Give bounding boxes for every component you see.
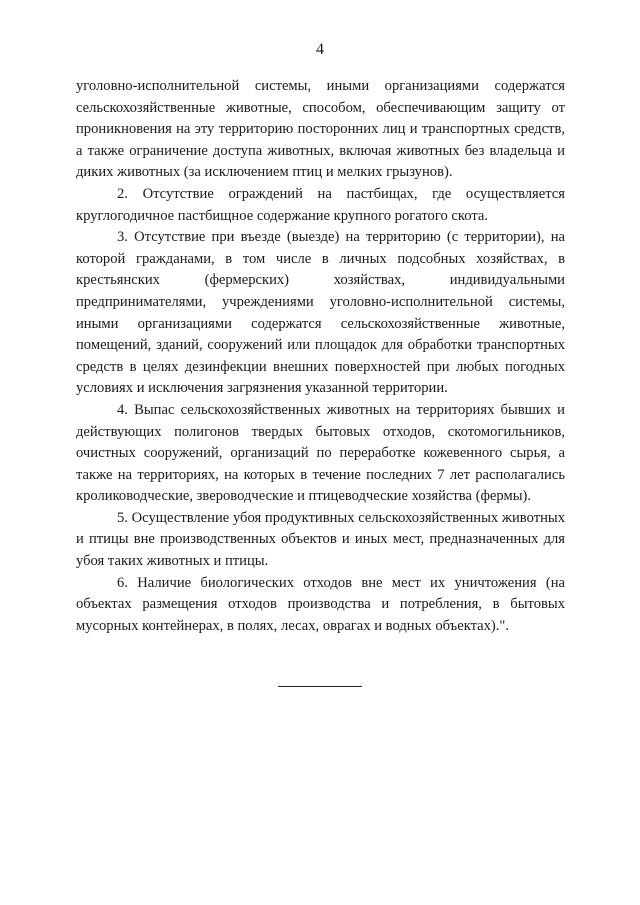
end-of-document-rule bbox=[278, 686, 362, 687]
page-number: 4 bbox=[316, 41, 324, 58]
paragraph-item-6: 6. Наличие биологических отходов вне мест их уничтожения (на объектах размещения отходов производства и потребления, в бытовых мусорных контейнерах, в полях, лесах, оврагах и водных объектах).". bbox=[76, 574, 565, 634]
document-body bbox=[76, 76, 565, 637]
paragraph-item-3: 3. Отсутствие при въезде (выезде) на территорию (с территории), на которой гражданами, в том числе в личных подсобных хозяйствах, в крестьянских (фермерских) хозяйствах, индивидуальными предпринимателями, учреждениями уголовно-исполнительной системы, иными организациями содержатся сельскохозяйственные животные, помещений, зданий, сооружений или площадок для обработки транспортных средств в целях дезинфекции внешних поверхностей при любых погодных условиях и исключения загрязнения указанной территории. bbox=[76, 229, 565, 397]
paragraph-continuation: уголовно-исполнительной системы, иными организациями содержатся сельскохозяйственные животные, способом, обеспечивающим защиту от проникновения на эту территорию посторонних лиц и транспортных средств, а также ограничение доступа животных, включая животных без владельца и диких животных (за исключением птиц и мелких грызунов). bbox=[76, 78, 565, 181]
paragraph-item-4: 4. Выпас сельскохозяйственных животных на территориях бывших и действующих полигонов твердых бытовых отходов, скотомогильников, очистных сооружений, организаций по переработке кожевенного сырья, а также на территориях, на которых в течение последних 7 лет располагались кролиководческие, звероводческие и птицеводческие хозяйства (фермы). bbox=[76, 401, 565, 505]
paragraph-item-5: 5. Осуществление убоя продуктивных сельскохозяйственных животных и птицы вне производственных объектов и иных мест, предназначенных для убоя таких животных и птицы. bbox=[76, 509, 565, 570]
paragraph-item-2: 2. Отсутствие ограждений на пастбищах, где осуществляется круглогодичное пастбищное содержание крупного рогатого скота. bbox=[76, 185, 565, 224]
